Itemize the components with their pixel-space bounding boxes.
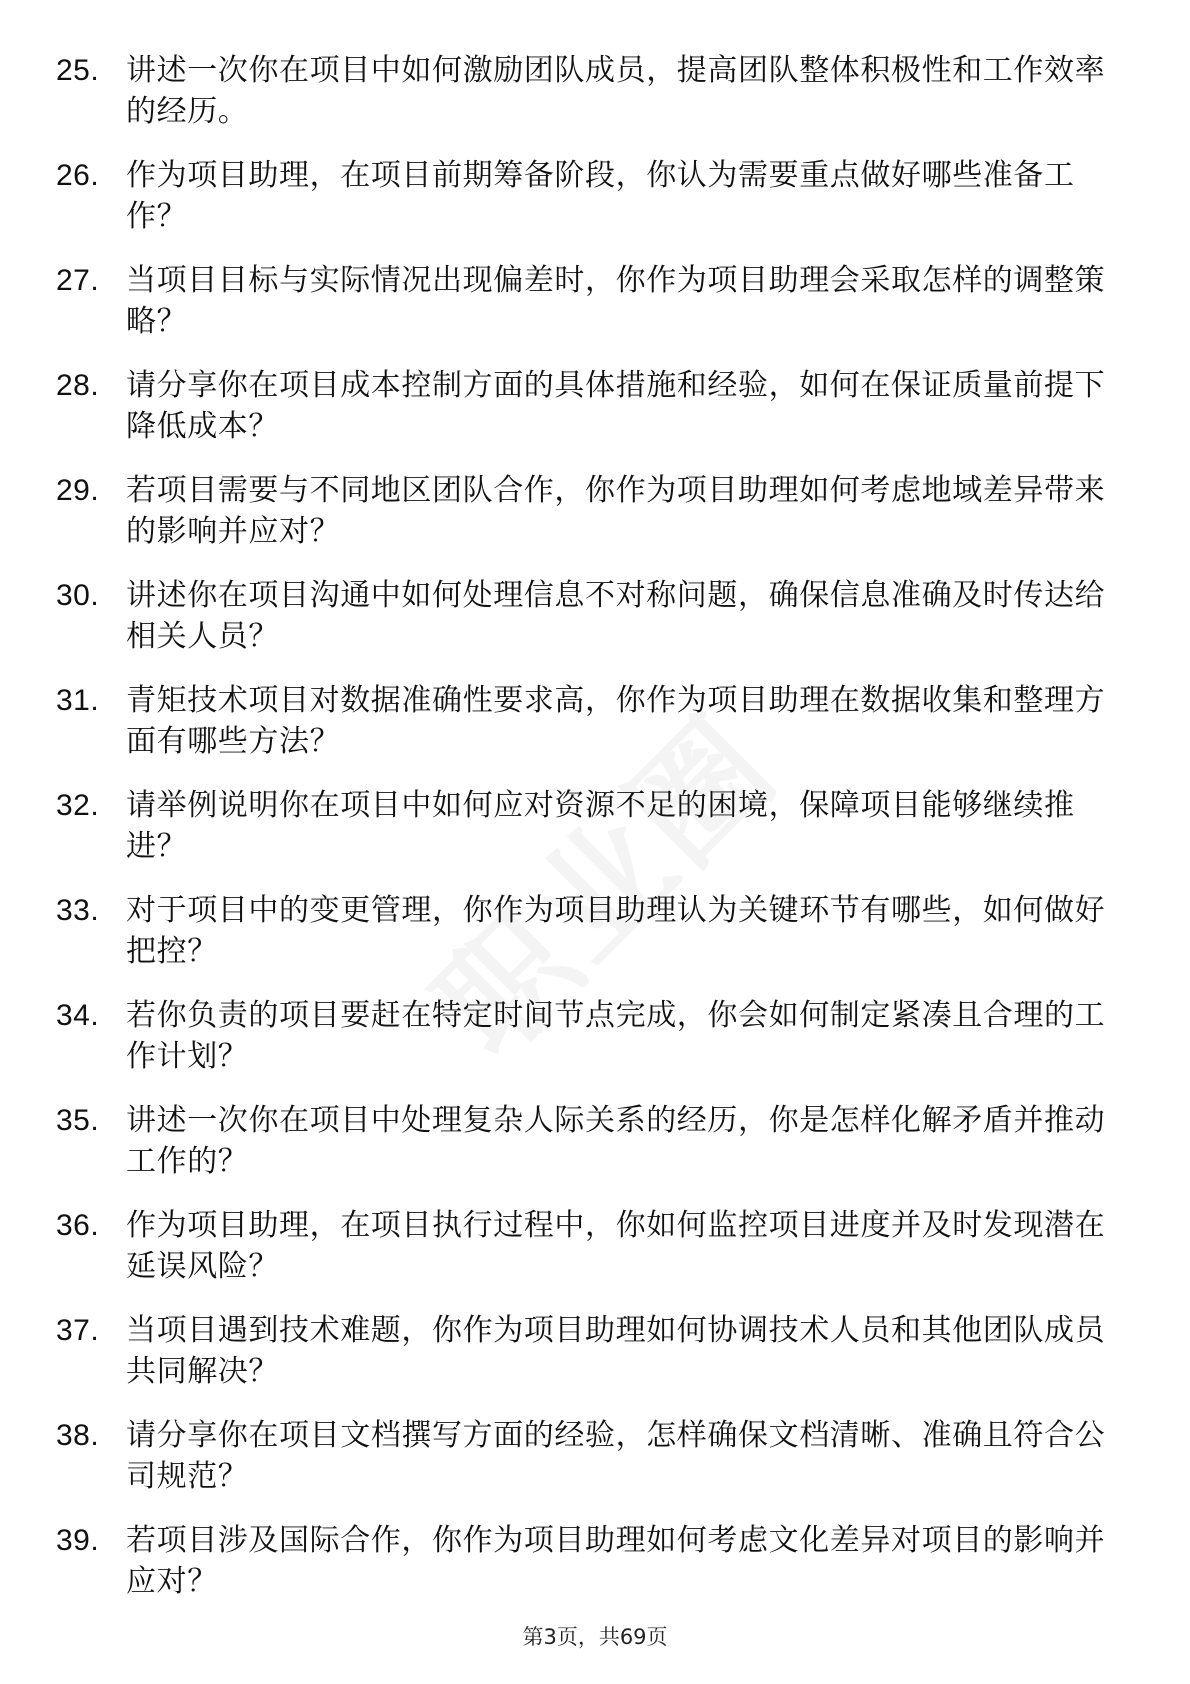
list-item: [56, 1310, 1116, 1392]
list-item: [56, 470, 1116, 552]
list-item: [56, 995, 1116, 1077]
page-number-footer: 第3页，共69页: [522, 1625, 668, 1649]
question-number: 27.: [56, 264, 100, 297]
list-item: [56, 785, 1116, 867]
list-item: [56, 365, 1116, 447]
question-text: 青矩技术项目对数据准确性要求高，你作为项目助理在数据收集和整理方面有哪些方法？: [126, 683, 1106, 759]
question-text: 对于项目中的变更管理，你作为项目助理认为关键环节有哪些，如何做好把控？: [126, 893, 1106, 969]
list-item: [56, 890, 1116, 972]
question-number: 31.: [56, 684, 100, 717]
question-text: 请分享你在项目成本控制方面的具体措施和经验，如何在保证质量前提下降低成本？: [126, 368, 1106, 444]
question-text: 讲述你在项目沟通中如何处理信息不对称问题，确保信息准确及时传达给相关人员？: [126, 578, 1106, 654]
question-text: 作为项目助理，在项目前期筹备阶段，你认为需要重点做好哪些准备工作？: [126, 158, 1075, 234]
question-text: 若你负责的项目要赶在特定时间节点完成，你会如何制定紧凑且合理的工作计划？: [126, 998, 1106, 1074]
list-item: [56, 1520, 1116, 1602]
list-item: [56, 260, 1116, 342]
question-number: 32.: [56, 789, 100, 822]
question-text: 当项目目标与实际情况出现偏差时，你作为项目助理会采取怎样的调整策略？: [126, 263, 1106, 339]
question-number: 39.: [56, 1524, 100, 1557]
list-item: [56, 155, 1116, 237]
question-number: 25.: [56, 54, 100, 87]
question-text: 若项目需要与不同地区团队合作，你作为项目助理如何考虑地域差异带来的影响并应对？: [126, 473, 1106, 549]
question-text: 当项目遇到技术难题，你作为项目助理如何协调技术人员和其他团队成员共同解决？: [126, 1313, 1106, 1389]
question-number: 35.: [56, 1104, 100, 1137]
question-number: 33.: [56, 894, 100, 927]
list-item: [56, 1205, 1116, 1287]
list-item: [56, 575, 1116, 657]
list-item: [56, 1415, 1116, 1497]
question-number: 29.: [56, 474, 100, 507]
list-item: [56, 1100, 1116, 1182]
question-number: 28.: [56, 369, 100, 402]
question-text: 作为项目助理，在项目执行过程中，你如何监控项目进度并及时发现潜在延误风险？: [126, 1208, 1106, 1284]
question-text: 请举例说明你在项目中如何应对资源不足的困境，保障项目能够继续推进？: [126, 788, 1075, 864]
list-item: [56, 50, 1116, 132]
question-text: 讲述一次你在项目中如何激励团队成员，提高团队整体积极性和工作效率的经历。: [126, 53, 1106, 129]
question-text: 请分享你在项目文档撰写方面的经验，怎样确保文档清晰、准确且符合公司规范？: [126, 1418, 1106, 1494]
list-item: [56, 680, 1116, 762]
question-number: 36.: [56, 1209, 100, 1242]
question-number: 34.: [56, 999, 100, 1032]
question-number: 30.: [56, 579, 100, 612]
question-number: 38.: [56, 1419, 100, 1452]
question-list: [56, 50, 1116, 1625]
question-number: 37.: [56, 1314, 100, 1347]
question-text: 若项目涉及国际合作，你作为项目助理如何考虑文化差异对项目的影响并应对？: [126, 1523, 1106, 1599]
question-number: 26.: [56, 159, 100, 192]
question-text: 讲述一次你在项目中处理复杂人际关系的经历，你是怎样化解矛盾并推动工作的？: [126, 1103, 1106, 1179]
